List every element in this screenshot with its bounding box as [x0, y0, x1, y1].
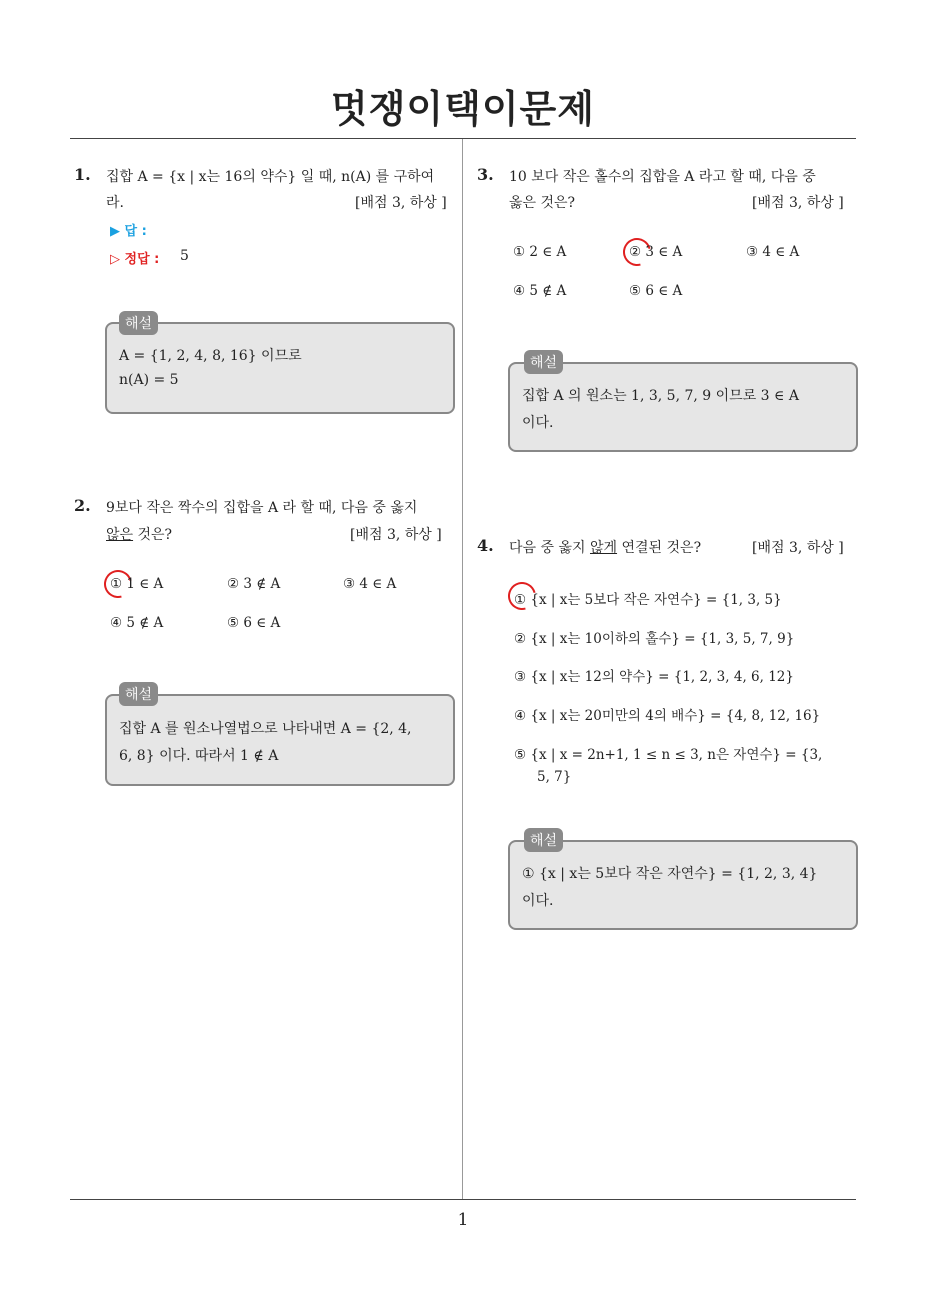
solution-2-line2: 6, 8} 이다. 따라서 1 ∉ A [119, 748, 279, 764]
column-divider [462, 139, 463, 1200]
solution-box-3 [508, 362, 858, 452]
solution-box-1 [105, 322, 455, 414]
question-3-option-2: ② 3 ∈ A [629, 244, 683, 260]
correct-answer-label: ▷ 정답 : [110, 252, 160, 267]
question-2-text-line1: 9보다 작은 짝수의 집합을 A 라 할 때, 다음 중 옳지 [106, 500, 418, 516]
solution-tag: 해설 [524, 828, 563, 852]
question-3-text-line2: 옳은 것은? [509, 195, 576, 211]
question-2-option-1: ① 1 ∈ A [110, 576, 164, 592]
solution-3-line2: 이다. [522, 415, 554, 431]
underlined-word: 않은 [106, 527, 134, 543]
solution-2-line1: 집합 A 를 원소나열법으로 나타내면 A = {2, 4, [119, 721, 412, 737]
page-number: 1 [457, 1210, 469, 1230]
question-4-option-1: ① {x | x는 5보다 작은 자연수} = {1, 3, 5} [514, 592, 782, 608]
solution-1-line2: n(A) = 5 [119, 372, 179, 388]
question-4-option-3: ③ {x | x는 12의 약수} = {1, 2, 3, 4, 6, 12} [514, 669, 794, 685]
solution-box-4 [508, 840, 858, 930]
question-4-text-b: 연결된 것은? [617, 540, 702, 556]
question-3-number: 3. [477, 165, 494, 184]
question-4-number: 4. [477, 536, 494, 555]
question-1-text-line2: 라. [106, 195, 124, 211]
question-2-option-5: ⑤ 6 ∈ A [227, 615, 281, 631]
page-title: 멋쟁이택이문제 [331, 87, 595, 131]
question-2-score: [배점 3, 하상 ] [350, 527, 442, 543]
question-4-text-a: 다음 중 옳지 [509, 540, 590, 556]
question-2-text-rest: 것은? [133, 527, 173, 543]
correct-answer-value: 5 [180, 248, 189, 264]
question-4-option-4: ④ {x | x는 20미만의 4의 배수} = {4, 8, 12, 16} [514, 708, 821, 724]
question-1-text-line1: 집합 A = {x | x는 16의 약수} 일 때, n(A) 를 구하여 [106, 169, 435, 185]
question-4-option-5-line2: 5, 7} [537, 769, 572, 785]
question-1-number: 1. [74, 165, 91, 184]
question-3-option-4: ④ 5 ∉ A [513, 283, 567, 299]
question-2-option-2: ② 3 ∉ A [227, 576, 281, 592]
question-3-text-line1: 10 보다 작은 홀수의 집합을 A 라고 할 때, 다음 중 [509, 169, 816, 185]
question-1-score: [배점 3, 하상 ] [355, 195, 447, 211]
solution-box-2 [105, 694, 455, 786]
solution-tag: 해설 [524, 350, 563, 374]
answer-label: ▶ 답 : [110, 224, 147, 239]
question-4-option-5-line1: ⑤ {x | x = 2n+1, 1 ≤ n ≤ 3, n은 자연수} = {3, [514, 747, 823, 763]
top-divider [70, 138, 856, 139]
question-4-score: [배점 3, 하상 ] [752, 540, 844, 556]
solution-tag: 해설 [119, 311, 158, 335]
underlined-word: 않게 [589, 540, 618, 556]
question-2-option-3: ③ 4 ∈ A [343, 576, 397, 592]
question-2-option-4: ④ 5 ∉ A [110, 615, 164, 631]
solution-4-line1: ① {x | x는 5보다 작은 자연수} = {1, 2, 3, 4} [522, 866, 818, 882]
solution-tag: 해설 [119, 682, 158, 706]
question-2-text-line2 [106, 524, 172, 544]
solution-3-line1: 집합 A 의 원소는 1, 3, 5, 7, 9 이므로 3 ∈ A [522, 388, 799, 404]
bottom-divider [70, 1199, 856, 1200]
question-4-text-line1 [509, 537, 701, 557]
question-2-number: 2. [74, 496, 91, 515]
solution-4-line2: 이다. [522, 893, 554, 909]
question-3-option-1: ① 2 ∈ A [513, 244, 567, 260]
question-4-option-2: ② {x | x는 10이하의 홀수} = {1, 3, 5, 7, 9} [514, 631, 795, 647]
solution-1-line1: A = {1, 2, 4, 8, 16} 이므로 [119, 348, 302, 364]
question-3-option-5: ⑤ 6 ∈ A [629, 283, 683, 299]
question-3-option-3: ③ 4 ∈ A [746, 244, 800, 260]
question-3-score: [배점 3, 하상 ] [752, 195, 844, 211]
